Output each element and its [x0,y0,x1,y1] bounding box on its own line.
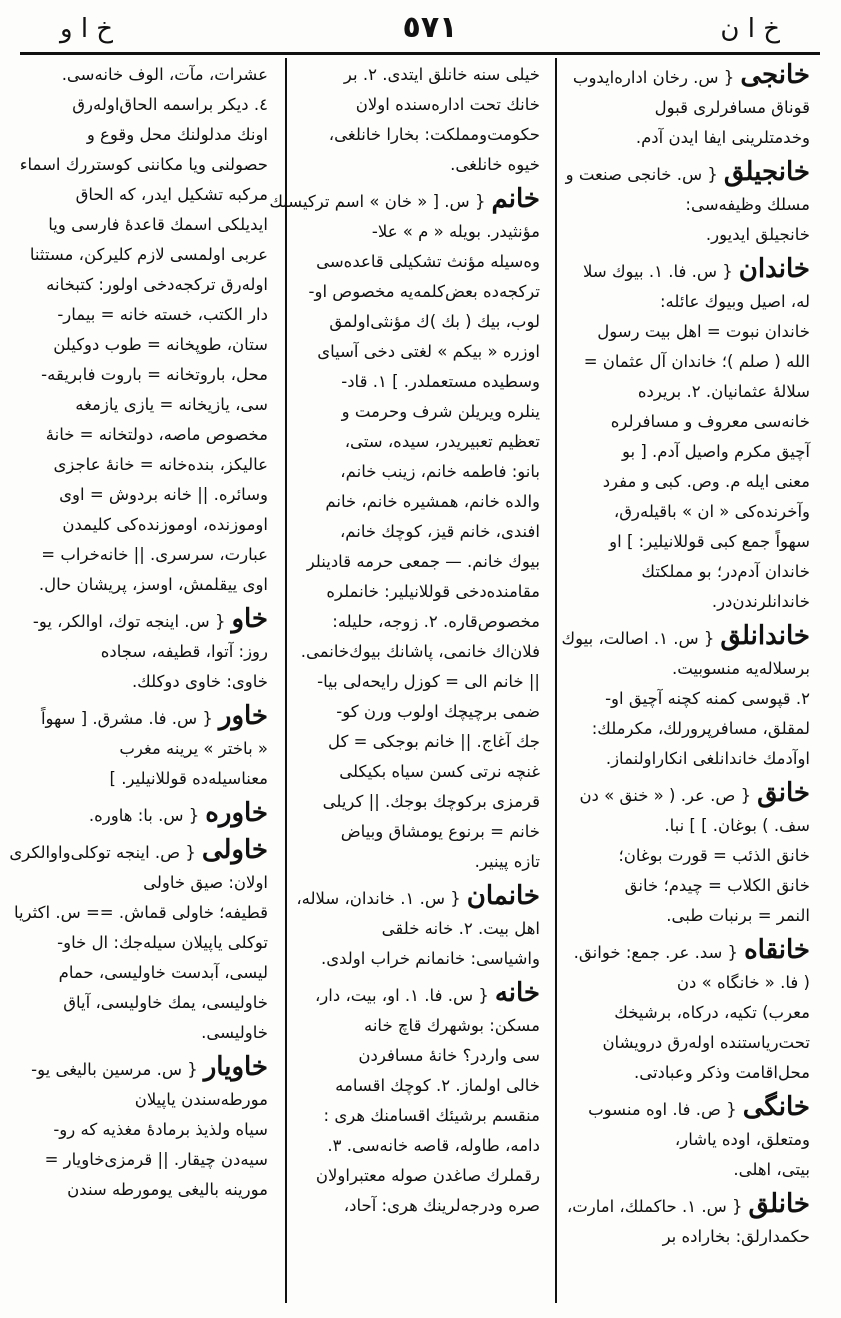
entry-line [300,757,540,787]
entry-text: قرمزی برکوچك بوجك. || کریلی [322,792,540,811]
entry-line [300,607,540,637]
entry-line [300,1011,540,1041]
entry-text: سی، یازیخانه = یازی یازمغه [75,395,268,414]
entry-line [570,841,810,871]
entry-headword: خاندان [738,254,810,284]
column-divider [285,58,287,1303]
dictionary-entry [28,604,268,697]
entry-text: مخصوص‌قاره. ٢. زوجه، حلیله: [332,612,540,631]
entry-line [28,480,268,510]
entry-text: ٢. قپوسی کمنه کچنه آچیق او- [605,689,810,708]
entry-line [13,898,268,928]
entry-text: { س. فا. ١. بیوك سلا [583,262,733,281]
entry-text: محل، باروتخانه = باروت فابریقه- [41,365,268,384]
entry-headword: خاو [231,604,268,634]
dictionary-entry [570,935,810,1088]
entry-line [300,367,540,397]
dictionary-entry [28,701,268,794]
entry-text: قوناق مسافرلری قبول [654,98,810,117]
entry-text: ٤. دیکر براسمه الحاق‌اوله‌رق [72,95,268,114]
entry-text: ترکجه‌ده بعض‌کلمه‌یه مخصوص او- [308,282,540,301]
entry-text: « باختر » یرینه مغرب [119,739,268,758]
dictionary-entry [19,60,268,600]
entry-line [28,798,268,831]
entry-headword: خاندانلق [720,621,810,651]
entry-text: لوب، بیك ( بك )ك مؤنثی‌اولمق [329,312,540,331]
entry-line [570,317,810,347]
entry-line [28,540,268,570]
entry-text: وسطیده مستعملدر. ] ١. قاد- [341,372,540,391]
entry-line [28,270,268,300]
entry-line [570,377,810,407]
entry-text: ضمی برچیچك اولوب ورن کو- [336,702,540,721]
entry-text: مورطه‌سندن یاپیلان [134,1090,268,1109]
entry-text: حکمدارلق: بخاراده بر [662,1227,810,1246]
entry-text: خاندان آدم‌در؛ بو مملکتك [641,562,810,581]
entry-line [565,157,810,190]
entry-line [300,397,540,427]
entry-text: برسلاله‌یه منسوبیت. [671,659,810,678]
header-rule [20,52,820,55]
entry-text: دار الکتب، خسته خانه = بیمار- [57,305,268,324]
entry-text: لیسی، آبدست خاولیسی، حمام [58,963,268,982]
entry-line [570,437,810,467]
entry-line [300,427,540,457]
entry-line [28,1052,268,1085]
entry-text: معنی ایله م. وص. کبی و مفرد [602,472,810,491]
entry-text: خانم = برنوع یومشاق وبیاض [340,822,540,841]
entry-headword: خاوره [205,798,268,828]
entry-line [28,604,268,637]
entry-line [28,1018,268,1048]
entry-text: { ص. فا. اوه منسوب [588,1100,737,1119]
entry-text: { س. فا. ١. او، بیت، دار، [314,986,489,1005]
entry-text: اوی ییقلمش، اوسز، پریشان حال. [38,575,268,594]
dictionary-entry [570,1092,810,1185]
entry-line [570,811,810,841]
entry-line [300,457,540,487]
entry-line [570,998,810,1028]
entry-text: ومتعلق، اوده یاشار، [674,1130,810,1149]
column-right [561,60,810,1300]
entry-line [300,914,540,944]
entry-line [28,1115,268,1145]
entry-text: غنچه‌ نرتی کسن سیاه بکیکلی [339,762,540,781]
entry-headword: خانم [491,184,540,214]
entry-line [300,697,540,727]
entry-text: خالی اولماز. ٢. کوچك اقسامه [335,1076,540,1095]
entry-line [570,1092,810,1125]
entry-text: تحت‌ریاستنده اوله‌رق درویشان [602,1033,810,1052]
entry-text: لمقلق، مسافرپرورلك، مکرملك: [591,719,810,738]
entry-line [28,764,268,794]
entry-text: { س. با: هاوره. [88,806,200,825]
entry-text: { ص. اینجه توکلی‌واوالکری [9,843,196,862]
entry-line [300,1101,540,1131]
entry-text: افندی، خانم قیز، کوچك خانم، [339,522,540,541]
entry-text: اوزره « بیکم » لغتی دخی آسیای [317,342,540,361]
entry-text: { سد. عر. جمع: خوانق. [573,943,739,962]
entry-line [19,150,268,180]
entry-line [570,93,810,123]
entry-text: تعظیم تعبیریدر، سیده، ستی، [344,432,540,451]
entry-text: عشرات، مآت، الوف خانه‌سی. [61,65,268,84]
entry-text: منقسم برشیئك اقسامنك هری : [323,1106,540,1125]
entry-line [28,667,268,697]
entry-text: خاولیسی، یمك خاولیسی، آیاق [63,993,268,1012]
entry-line [300,517,540,547]
entry-line [570,254,810,287]
entry-text: النمر = برنبات طبی. [666,906,810,925]
entry-text: خیوه خانلغی. [450,155,540,174]
entry-line [28,1145,268,1175]
dictionary-entry [28,1052,268,1205]
entry-line [570,654,810,684]
entry-line [570,287,810,317]
entry-line [300,1191,540,1221]
entry-line [570,901,810,931]
entry-line [28,180,268,210]
entry-headword: خاولی [201,835,268,865]
entry-line [28,330,268,360]
entry-text: ینلره ویریلن شرف وحرمت و [341,402,540,421]
entry-line [300,667,540,697]
entry-line [570,714,810,744]
entry-text: حصولنی ویا مکاننی کوستررك اسماء [19,155,268,174]
entry-text: اهل بیت. ٢. خانه خلقی [381,919,540,938]
entry-line [570,557,810,587]
column-middle [269,60,540,1300]
entry-text: واشیاسی: خانمانم خراب اولدی. [320,949,540,968]
entry-line [300,577,540,607]
entry-text: تازه پینیر. [474,852,540,871]
entry-text: ایدیلکی اسمك قاعدهٔ فارسی ویا [48,215,268,234]
entry-line [570,587,810,617]
entry-text: محل‌اقامت وذکر وعبادتی. [633,1063,810,1082]
entry-line [300,944,540,974]
entry-line [28,570,268,600]
entry-line [9,835,268,868]
entry-text: بانو: فاطمه خانم، زینب خانم، [340,462,540,481]
entry-text: عالیکز، بنده‌خانه = خانهٔ عاجزی [53,455,268,474]
entry-line [570,123,810,153]
entry-line [28,868,268,898]
entry-text: عربی اولمسی لازم کلیرکن، مستثنا [29,245,268,264]
entry-text: معرب) تکیه، درکاه، برشیخك [614,1003,810,1022]
entry-line [300,60,540,90]
entry-text: خانه‌سی معروف و مسافرلره [610,412,810,431]
entry-text: اوموزنده، اوموزنده‌کی کلیمدن [62,515,268,534]
entry-text: خانق الذئب = قورت بوغان؛ [618,846,810,865]
dictionary-entry [269,184,540,877]
entry-line [570,527,810,557]
entry-text: سلاله‌ٔ عثمانیان. ٢. بریرده [637,382,810,401]
page-number: ٥٧١ [402,10,458,45]
entry-text: مرکبه تشکیل ایدر، که الحاق [75,185,268,204]
entry-line [28,958,268,988]
entry-line [570,684,810,714]
entry-text: وآخرنده‌کی « ان » باقیله‌رق، [613,502,810,521]
entry-text: خاندانلرندن‌در. [711,592,810,611]
entry-line [300,978,540,1011]
entry-text: آچیق مکرم واصیل آدم. [ بو [621,442,810,461]
entry-text: ( فا. « خانگاه » دن [676,973,810,992]
entry-line [300,637,540,667]
entry-text: { س. مرسین بالیغی یو- [31,1060,198,1079]
entry-line [28,1175,268,1205]
entry-text: اونك مدلولنك محل وقوع و [86,125,268,144]
entry-headword: خانجی [740,60,810,90]
entry-line [28,701,268,734]
entry-text: صره ودرجه‌لرینك هری: آحاد، [343,1196,540,1215]
entry-line [300,217,540,247]
entry-text: مسلك وظیفه‌سی: [685,195,810,214]
entry-text: مورینه بالیغی یومورطه سندن [67,1180,268,1199]
entry-line [570,1125,810,1155]
entry-line [566,1189,810,1222]
entry-line [300,247,540,277]
entry-headword: خانه [494,978,540,1008]
entry-line [300,120,540,150]
entry-text: سیه‌دن چیقار. || قرمزی‌خاویار = [44,1150,268,1169]
page-header [20,10,820,46]
entry-line [300,787,540,817]
entry-headword: خانمان [466,881,540,911]
entry-line [570,1058,810,1088]
entry-line [28,240,268,270]
header-left-letters: خ ا و [60,14,114,44]
dictionary-entry [28,798,268,831]
entry-text: قطیفه؛ خاولی قماش. == س. اکثریا [13,903,268,922]
entry-line [28,60,268,90]
entry-headword: خانجیلق [723,157,810,187]
entry-text: خانجیلق ایدیور. [705,225,810,244]
entry-line [28,928,268,958]
entry-text: بیوك خانم. — جمعی حرمه قادینلر [306,552,540,571]
entry-line [300,547,540,577]
entry-line [570,60,810,93]
entry-line [570,407,810,437]
entry-text: سهواً جمع کبی قوللانیلیر: ] او [609,532,810,551]
entry-line [300,307,540,337]
entry-text: { س. ١. خاندان، سلاله، [296,889,461,908]
entry-text: سی واردر؟ خانه‌ٔ مسافردن [358,1046,540,1065]
entry-text: { س. [ « خان » اسم ترکیسنك [269,192,486,211]
entry-line [570,1155,810,1185]
entry-text: فلان‌اك خانمی، پاشانك بیوك‌خانمی. [300,642,540,661]
entry-line [570,935,810,968]
entry-text: له، اصیل وبیوك عائله: [660,292,810,311]
entry-line [300,337,540,367]
entry-text: مقامنده‌دخی قوللانیلیر: خانملره [326,582,540,601]
entry-line [561,621,810,654]
entry-text: بیتی، اهلی. [733,1160,810,1179]
dictionary-entry [570,778,810,931]
dictionary-entry [9,835,268,1048]
entry-line [570,744,810,774]
entry-line [28,120,268,150]
entry-line [570,190,810,220]
entry-text: { س. فا. مشرق. [ سهواً [40,709,213,728]
dictionary-entry [570,60,810,153]
entry-line [570,871,810,901]
entry-text: { س. خانجی صنعت و [565,165,718,184]
entry-text: سف. ) بوغان. ] ] نبا. [664,816,810,835]
entry-line [570,467,810,497]
entry-text: سیاه ولذیذ برماده‌ٔ مغذیه که رو- [53,1120,268,1139]
entry-text: مسکن: بوشهرك قاچ خانه‌ [363,1016,540,1035]
entry-line [300,1071,540,1101]
entry-text: رقملرك صاغدن صوله معتبراولان [315,1166,540,1185]
entry-line [296,881,540,914]
entry-line [28,637,268,667]
header-right-letters: خ ا ن [720,14,780,44]
entry-text: وسائره. || خانه بردوش = اوی [59,485,268,504]
entry-line [28,420,268,450]
entry-line [300,1041,540,1071]
dictionary-entry [565,157,810,250]
entry-line [300,1161,540,1191]
entry-text: جك آغاج. || خانم بوجکی = کل [328,732,540,751]
entry-line [28,300,268,330]
entry-line [28,450,268,480]
entry-headword: خاویار [203,1052,268,1082]
dictionary-entry [561,621,810,774]
entry-line [28,1085,268,1115]
entry-text: مؤنثیدر. بویله « م » علا- [371,222,540,241]
entry-text: الله ( صلم )؛ خاندان آل عثمان = [583,352,810,371]
column-divider [555,58,557,1303]
entry-line [300,277,540,307]
entry-text: خیلی سنه خانلق ایتدی. ٢. بر [343,65,540,84]
entry-line [570,968,810,998]
entry-text: ستان، طوپخانه = طوب دوکیلن [53,335,268,354]
entry-text: اولان: صیق خاولی [143,873,268,892]
entry-line [28,390,268,420]
entry-text: { س. رخان اداره‌ایدوب [572,68,735,87]
entry-line [300,727,540,757]
entry-text: وخدمتلرینی ایفا ایدن آدم. [635,128,810,147]
entry-line [28,90,268,120]
entry-text: خاندان نبوت = اهل بیت رسول [597,322,810,341]
entry-line [28,360,268,390]
entry-text: اوآدمك خاندانلغی انکاراولنماز. [605,749,810,768]
entry-line [570,1028,810,1058]
entry-text: { س. ١. حاکملك، امارت، [566,1197,743,1216]
entry-line [300,150,540,180]
entry-text: والده خانم، همشیره خانم، خانم [325,492,540,511]
entry-line [300,847,540,877]
entry-text: روز: آتوا، قطیفه، سجاده [100,642,268,661]
column-left [9,60,268,1300]
entry-line [300,817,540,847]
entry-headword: خانقاه [744,935,810,965]
entry-line [28,510,268,540]
entry-text: { س. ١. اصالت، بیوك [561,629,715,648]
entry-line [28,988,268,1018]
dictionary-entry [566,1189,810,1252]
entry-line [570,778,810,811]
entry-text: وه‌سیله مؤنث تشکیلی قاعده‌سی [316,252,540,271]
entry-text: عبارت، سرسری. || خانه‌خراب = [41,545,268,564]
entry-text: دامه، طاوله، قاصه خانه‌سی. ٣. [327,1136,540,1155]
dictionary-entry [296,881,540,974]
entry-headword: خانلق [748,1189,810,1219]
entry-line [570,347,810,377]
entry-text: حکومت‌ومملکت: بخارا خانلغی، [328,125,540,144]
dictionary-entry [300,978,540,1221]
entry-text: اوله‌رق ترکجه‌دخی اولور: کتبخانه [46,275,268,294]
entry-headword: خاور [218,701,268,731]
entry-text: خاولیسی. [201,1023,268,1042]
dictionary-entry [300,60,540,180]
entry-text: خانق الکلاب = چیدم؛ خانق [624,876,810,895]
entry-text: خانك تحت اداره‌سنده اولان [355,95,540,114]
entry-headword: خانگی [742,1092,810,1122]
entry-line [570,220,810,250]
entry-line [300,1131,540,1161]
entry-line [570,1222,810,1252]
entry-headword: خانق [757,778,810,808]
entry-line [28,210,268,240]
entry-line [28,734,268,764]
entry-text: معناسیله‌ده قوللانیلیر. ] [109,769,268,788]
entry-text: خاوی: خاوی دوکلك. [131,672,268,691]
entry-line [570,497,810,527]
entry-text: توکلی یاپیلان سیله‌جك: ال خاو- [57,933,268,952]
entry-line [300,90,540,120]
dictionary-entry [570,254,810,617]
entry-text: || خانم الی = کوزل رایحه‌لی بیا- [317,672,540,691]
entry-text: مخصوص ماصه، دولتخانه = خانهٔ [45,425,268,444]
entry-text: { ص. عر. ( « خنق » دن [579,786,752,805]
entry-text: { س. اینجه توك، اوالکر، یو- [32,612,226,631]
entry-line [300,487,540,517]
entry-line [269,184,540,217]
